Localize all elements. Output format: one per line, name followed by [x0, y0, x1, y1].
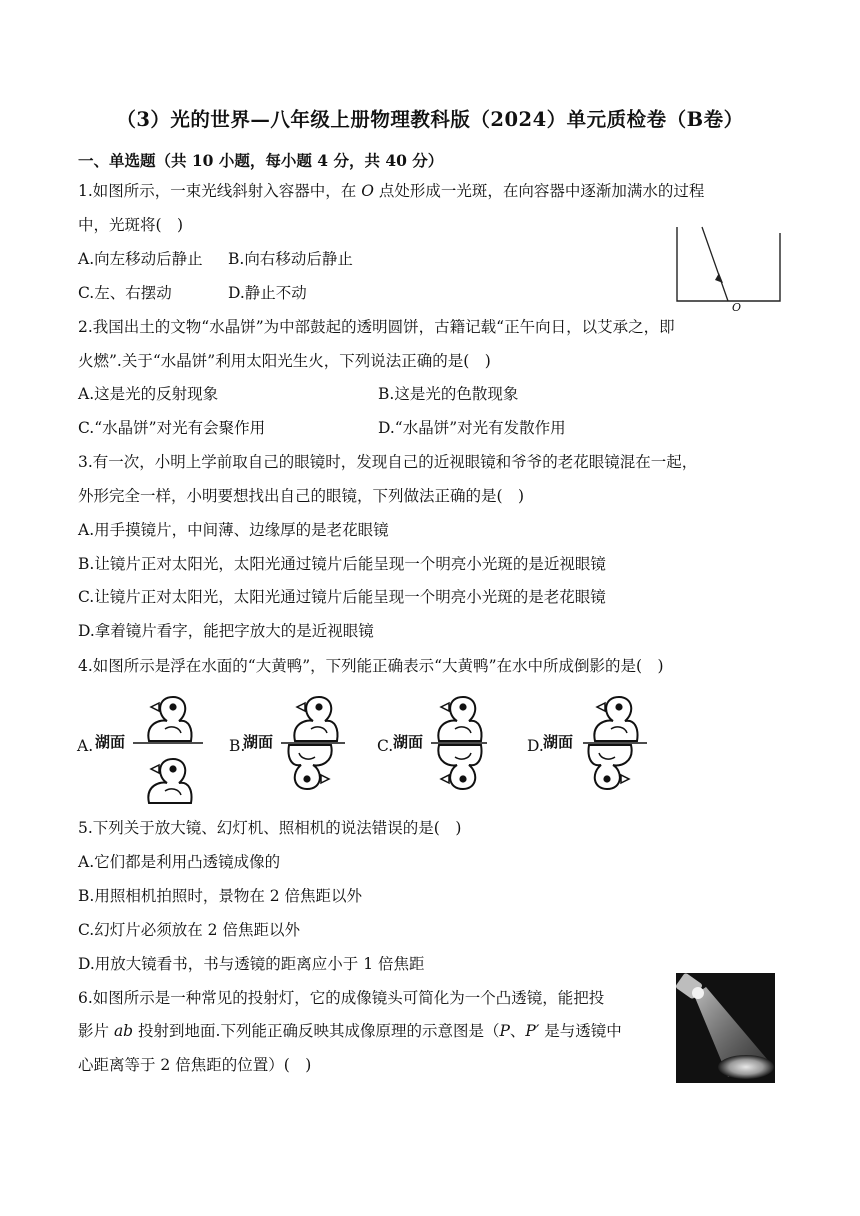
q3-option-d: D.拿着镜片看字，能把字放大的是近视眼镜	[78, 622, 374, 640]
q5-option-b: B.用照相机拍照时，景物在 2 倍焦距以外	[78, 887, 363, 905]
q3-option-a: A.用手摸镜片，中间薄、边缘厚的是老花眼镜	[78, 521, 389, 539]
q2-option-a: A.这是光的反射现象	[78, 385, 219, 403]
q4-option-c-label: C.	[377, 737, 394, 755]
q1-stem-line1: 1.如图所示，一束光线斜射入容器中，在 O 点处形成一光斑，在向容器中逐渐加满水的过程	[78, 182, 705, 200]
q1-container-figure	[670, 225, 785, 313]
q4-option-a-lake: 湖面	[95, 733, 126, 751]
q4-option-a-label: A.	[77, 737, 94, 755]
q6-projector-photo	[676, 973, 775, 1083]
q2-stem-line2: 火燃”.关于“水晶饼”利用太阳光生火，下列说法正确的是( )	[78, 352, 491, 370]
q6-stem-line2: 影片 ab 投射到地面.下列能正确反映其成像原理的示意图是（P、P′ 是与透镜中	[78, 1022, 622, 1040]
q4-duck-figures	[75, 685, 675, 807]
q2-option-c: C.“水晶饼”对光有会聚作用	[78, 419, 266, 437]
q4-option-c-lake: 湖面	[393, 733, 424, 751]
q3-option-c: C.让镜片正对太阳光，太阳光通过镜片后能呈现一个明亮小光斑的是老花眼镜	[78, 588, 606, 606]
q5-option-c: C.幻灯片必须放在 2 倍焦距以外	[78, 921, 300, 939]
q5-option-d: D.用放大镜看书，书与透镜的距离应小于 1 倍焦距	[78, 955, 425, 973]
q6-stem-line3: 心距离等于 2 倍焦距的位置）( )	[78, 1056, 312, 1074]
q6-stem-line1: 6.如图所示是一种常见的投射灯，它的成像镜头可简化为一个凸透镜，能把投	[78, 989, 605, 1007]
q3-stem-line1: 3.有一次，小明上学前取自己的眼镜时，发现自己的近视眼镜和爷爷的老花眼镜混在一起，	[78, 453, 698, 471]
page-title: （3）光的世界—八年级上册物理教科版（2024）单元质检卷（B卷）	[116, 108, 744, 131]
q2-option-b: B.这是光的色散现象	[378, 385, 519, 403]
q3-option-b: B.让镜片正对太阳光，太阳光通过镜片后能呈现一个明亮小光斑的是近视眼镜	[78, 555, 606, 573]
q4-option-b-lake: 湖面	[243, 733, 274, 751]
q5-option-a: A.它们都是利用凸透镜成像的	[78, 853, 281, 871]
q1-stem-line2: 中，光斑将( )	[78, 216, 184, 234]
q1-option-c: C.左、右摆动	[78, 284, 172, 302]
q5-stem: 5.下列关于放大镜、幻灯机、照相机的说法错误的是( )	[78, 819, 462, 837]
q2-option-d: D.“水晶饼”对光有发散作用	[378, 419, 566, 437]
q4-stem: 4.如图所示是浮在水面的“大黄鸭”，下列能正确表示“大黄鸭”在水中所成倒影的是( )	[78, 657, 664, 675]
q2-stem-line1: 2.我国出土的文物“水晶饼”为中部鼓起的透明圆饼，古籍记载“正午向日，以艾承之，即	[78, 318, 675, 336]
q3-stem-line2: 外形完全一样，小明要想找出自己的眼镜，下列做法正确的是( )	[78, 487, 525, 505]
q1-fig-point-o: O	[732, 301, 742, 313]
q1-option-b: B.向右移动后静止	[228, 250, 353, 268]
q1-option-a: A.向左移动后静止	[78, 250, 203, 268]
q4-option-b-label: B.	[229, 737, 246, 755]
q4-option-d-lake: 湖面	[543, 733, 574, 751]
section-heading: 一、单选题（共 10 小题，每小题 4 分，共 40 分）	[78, 151, 444, 170]
q4-option-d-label: D.	[527, 737, 544, 755]
q1-option-d: D.静止不动	[228, 284, 307, 302]
